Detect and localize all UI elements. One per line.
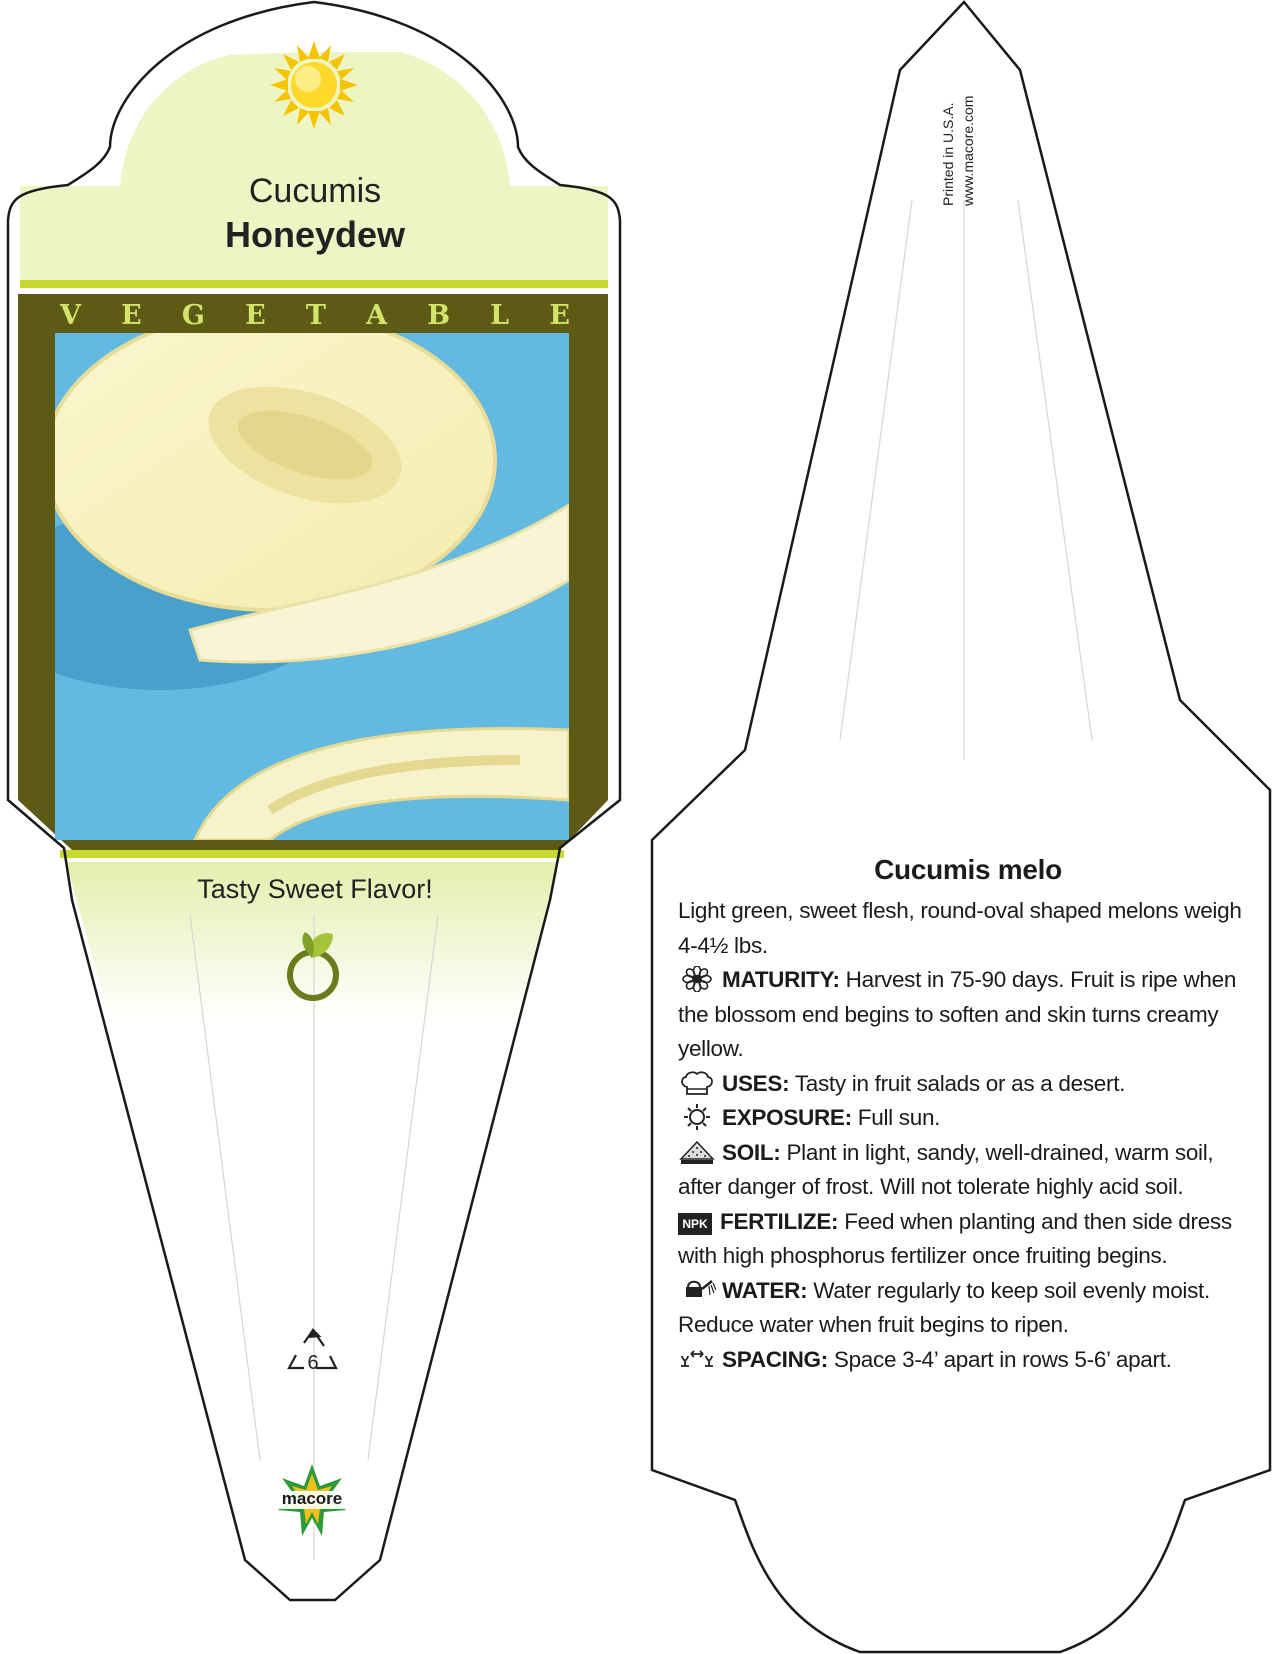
- section-text: Space 3-4’ apart in rows 5-6’ apart.: [833, 1346, 1172, 1372]
- soil-icon: [678, 1139, 716, 1165]
- website-label: www.macore.com: [960, 95, 976, 206]
- chef-hat-icon: [678, 1070, 716, 1096]
- section-label: MATURITY:: [722, 967, 840, 992]
- section-label: SPACING:: [722, 1346, 828, 1372]
- section-text: Harvest in 75-90 days. Fruit is ripe when the blossom end begins to soften and skin turns creamy yellow.: [678, 967, 1237, 1061]
- section-label: USES:: [722, 1070, 790, 1096]
- npk-icon: NPK: [678, 1213, 712, 1235]
- section-label: FERTILIZE:: [720, 1208, 839, 1234]
- section-text: Feed when planting and then side dress with high phosphorus fertilizer once fruiting begins.: [678, 1208, 1232, 1268]
- category-letter: E: [549, 300, 570, 331]
- back-title: Cucumis melo: [874, 854, 1062, 885]
- category-letter: B: [427, 300, 451, 331]
- maturity-row: [678, 963, 1258, 1067]
- fold-line: [1018, 200, 1092, 740]
- water-row: [678, 1274, 1258, 1343]
- recycle-number: 6: [307, 1352, 319, 1374]
- category-letter: A: [366, 300, 388, 331]
- section-label: EXPOSURE:: [722, 1105, 852, 1130]
- category-letter: E: [245, 300, 266, 331]
- watering-can-icon: [678, 1277, 716, 1303]
- back-tag-outline: [652, 2, 1270, 1652]
- uses-row: [678, 1067, 1258, 1102]
- exposure-row: [678, 1101, 1258, 1136]
- tagline: Tasty Sweet Flavor!: [197, 874, 433, 904]
- brand-name: macore: [281, 1489, 343, 1508]
- category-letter: G: [181, 300, 205, 331]
- section-text: Plant in light, sandy, well-drained, warm soil, after danger of frost. Will not tolerate highly acid soil.: [678, 1139, 1214, 1199]
- flower-icon: [678, 966, 716, 992]
- section-text: Water regularly to keep soil evenly moist. Reduce water when fruit begins to ripen.: [678, 1277, 1210, 1337]
- front-common-name: Honeydew: [224, 214, 406, 255]
- front-genus: Cucumis: [248, 172, 382, 210]
- soil-row: [678, 1136, 1258, 1205]
- category-letter: V: [60, 300, 81, 331]
- category-letter: E: [121, 300, 142, 331]
- category-letter: L: [490, 300, 510, 331]
- care-instructions: [678, 850, 1258, 1377]
- spacing-row: [678, 1343, 1258, 1378]
- printed-in-label: Printed in U.S.A.: [940, 102, 956, 206]
- section-text: Full sun.: [857, 1105, 941, 1130]
- section-label: WATER:: [722, 1277, 808, 1303]
- category-letter: T: [305, 300, 326, 331]
- spacing-icon: [678, 1346, 716, 1372]
- description: Light green, sweet flesh, round-oval shaped melons weigh 4-4½ lbs.: [678, 898, 1242, 958]
- fertilize-row: [678, 1205, 1258, 1274]
- section-label: SOIL:: [722, 1139, 781, 1165]
- section-text: Tasty in fruit salads or as a desert.: [794, 1070, 1126, 1096]
- sun-outline-icon: [678, 1104, 716, 1130]
